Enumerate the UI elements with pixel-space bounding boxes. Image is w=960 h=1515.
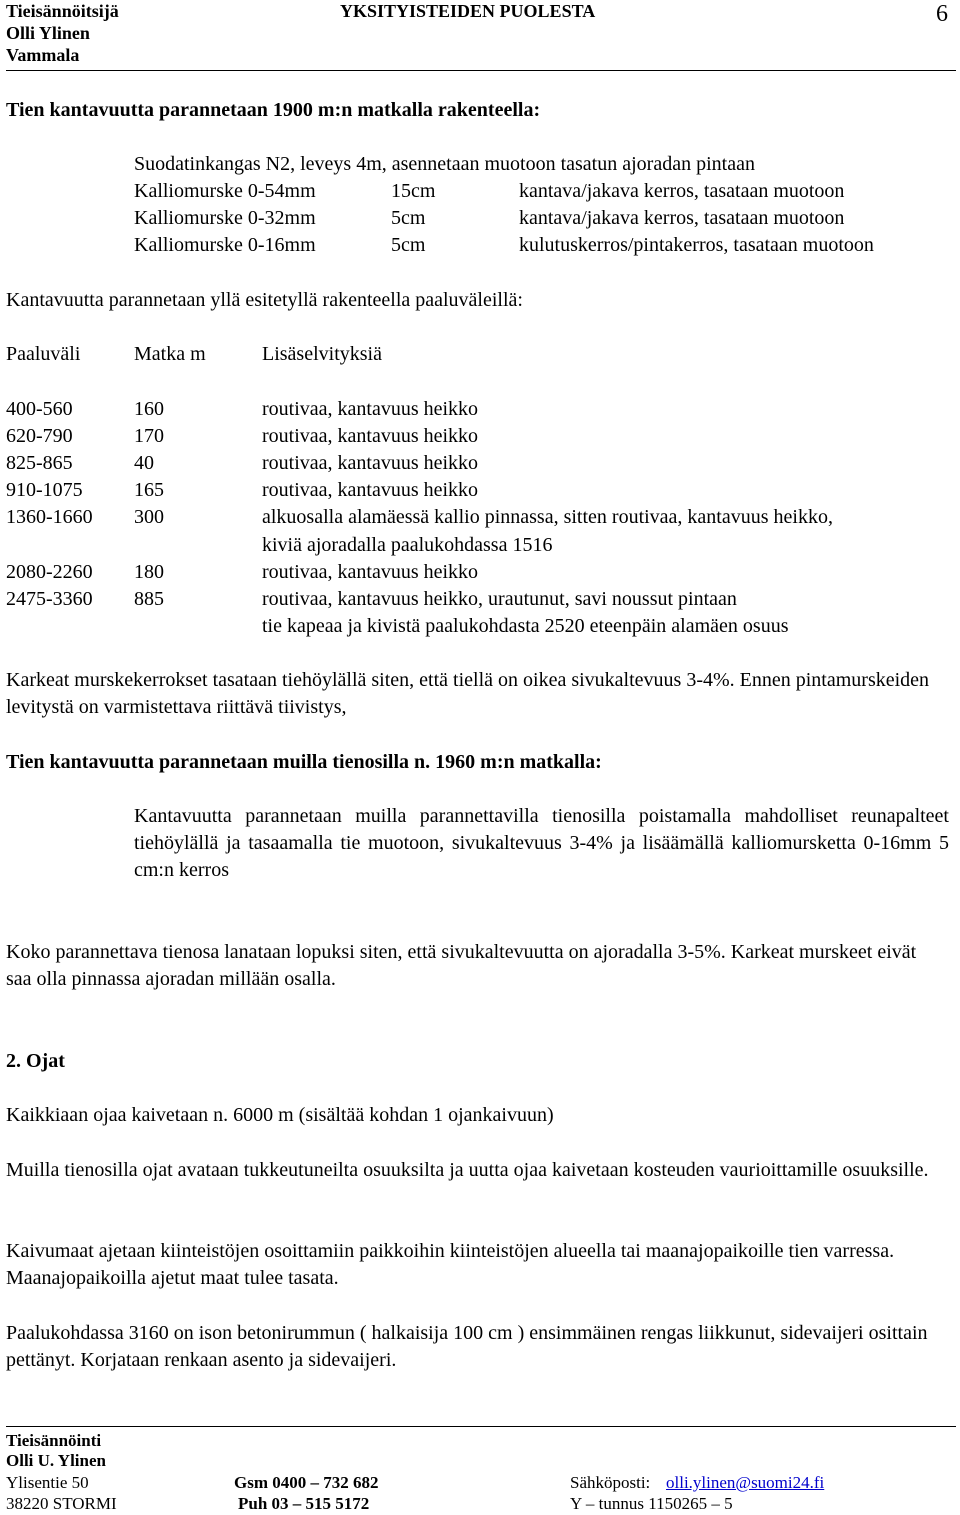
row-note-continued: tie kapeaa ja kivistä paalukohdasta 2520 eteenpäin alamäen osuus	[262, 615, 789, 637]
layer-thickness: 5cm	[391, 234, 426, 256]
footer-name: Olli U. Ylinen	[6, 1451, 106, 1470]
section2-body: Kantavuutta parannetaan muilla parannettavilla tienosilla poistamalla mahdolliset reunapalteet tiehöylällä ja tasaamalla tie muotoon, sivukaltevuus 3-4% ja lisäämällä kalliomursketta 0-16mm 5 cm:n kerros	[134, 805, 949, 881]
col-header-range: Paaluväli	[6, 343, 81, 365]
footer-email-link[interactable]: olli.ylinen@suomi24.fi	[666, 1473, 825, 1492]
layer-material: Kalliomurske 0-16mm	[134, 234, 316, 256]
footer-divider	[6, 1426, 956, 1427]
row-note: routivaa, kantavuus heikko	[262, 398, 479, 420]
row-range: 400-560	[6, 398, 73, 420]
footer-ytunnus: Y – tunnus 1150265 – 5	[570, 1494, 733, 1513]
footer-company: Tieisännöinti	[6, 1431, 102, 1450]
row-range: 2475-3360	[6, 588, 93, 610]
footer-street: Ylisentie 50	[6, 1473, 89, 1492]
row-range: 2080-2260	[6, 561, 93, 583]
paalu-intro: Kantavuutta parannetaan yllä esitetyllä rakenteella paaluväleillä:	[6, 289, 523, 311]
row-note-continued: kiviä ajoradalla paalukohdassa 1516	[262, 534, 553, 556]
header-center-title: YKSITYISTEIDEN PUOLESTA	[340, 1, 596, 21]
row-range: 620-790	[6, 425, 73, 447]
row-length: 170	[134, 425, 164, 447]
layer-desc: kantava/jakava kerros, tasataan muotoon	[519, 180, 845, 202]
lanaus-paragraph: Koko parannettava tienosa lanataan lopuksi siten, että sivukaltevuutta on ajoradalla 3-5%. Karkeat murskeet eivät saa olla pinnassa ajoradan millään osalla.	[6, 941, 917, 990]
row-range: 910-1075	[6, 479, 83, 501]
row-note: alkuosalla alamäessä kallio pinnassa, sitten routivaa, kantavuus heikko,	[262, 506, 833, 528]
row-note: routivaa, kantavuus heikko	[262, 425, 479, 447]
row-note: routivaa, kantavuus heikko	[262, 479, 479, 501]
row-note: routivaa, kantavuus heikko	[262, 561, 479, 583]
ojat-paragraph-1: Kaikkiaan ojaa kaivetaan n. 6000 m (sisältää kohdan 1 ojankaivuun)	[6, 1104, 554, 1126]
col-header-length: Matka m	[134, 343, 206, 365]
header-divider	[6, 70, 956, 71]
intro-line: Suodatinkangas N2, leveys 4m, asennetaan muotoon tasatun ajoradan pintaan	[134, 153, 755, 175]
ojat-paragraph-3: Kaivumaat ajetaan kiinteistöjen osoittamiin paikkoihin kiinteistöjen alueella tai maanajopaikoille tien varressa. Maanajopaikoilla ajetut maat tulee tasata.	[6, 1240, 895, 1289]
footer-email-label: Sähköposti:	[570, 1473, 651, 1492]
section3-heading: 2. Ojat	[6, 1050, 65, 1072]
header-author: Olli Ylinen	[6, 23, 90, 43]
row-length: 165	[134, 479, 164, 501]
col-header-notes: Lisäselvityksiä	[262, 343, 382, 365]
layer-thickness: 5cm	[391, 207, 426, 229]
ojat-paragraph-4: Paalukohdassa 3160 on ison betonirummun ( halkaisija 100 cm ) ensimmäinen rengas liikkunut, sidevaijeri osittain pettänyt. Korjataan renkaan asento ja sidevaijeri.	[6, 1322, 928, 1371]
row-range: 825-865	[6, 452, 73, 474]
row-note: routivaa, kantavuus heikko	[262, 452, 479, 474]
footer-phone: Puh 03 – 515 5172	[238, 1494, 370, 1513]
row-length: 40	[134, 452, 154, 474]
ojat-paragraph-2: Muilla tienosilla ojat avataan tukkeutuneilta osuuksilta ja uutta ojaa kaivetaan kosteuden vaurioittamille osuuksille.	[6, 1159, 929, 1181]
section2-heading: Tien kantavuutta parannetaan muilla tienosilla n. 1960 m:n matkalla:	[6, 751, 602, 773]
layer-material: Kalliomurske 0-54mm	[134, 180, 316, 202]
section1-heading: Tien kantavuutta parannetaan 1900 m:n matkalla rakenteella:	[6, 99, 541, 121]
layer-thickness: 15cm	[391, 180, 436, 202]
footer-postal: 38220 STORMI	[6, 1494, 117, 1513]
row-range: 1360-1660	[6, 506, 93, 528]
row-length: 885	[134, 588, 164, 610]
grading-paragraph: Karkeat murskekerrokset tasataan tiehöylällä siten, että tiellä on oikea sivukaltevuus 3-4%. Ennen pintamurskeiden levitystä on varmistettava riittävä tiivistys,	[6, 669, 930, 718]
row-length: 180	[134, 561, 164, 583]
row-length: 300	[134, 506, 164, 528]
layer-desc: kulutuskerros/pintakerros, tasataan muotoon	[519, 234, 874, 256]
header-title-left: Tieisännöitsijä	[6, 1, 119, 21]
layer-material: Kalliomurske 0-32mm	[134, 207, 316, 229]
row-note: routivaa, kantavuus heikko, urautunut, savi noussut pintaan	[262, 588, 737, 610]
footer-gsm: Gsm 0400 – 732 682	[234, 1473, 379, 1492]
page-number: 6	[936, 1, 948, 27]
header-location: Vammala	[6, 45, 80, 65]
row-length: 160	[134, 398, 164, 420]
layer-desc: kantava/jakava kerros, tasataan muotoon	[519, 207, 845, 229]
